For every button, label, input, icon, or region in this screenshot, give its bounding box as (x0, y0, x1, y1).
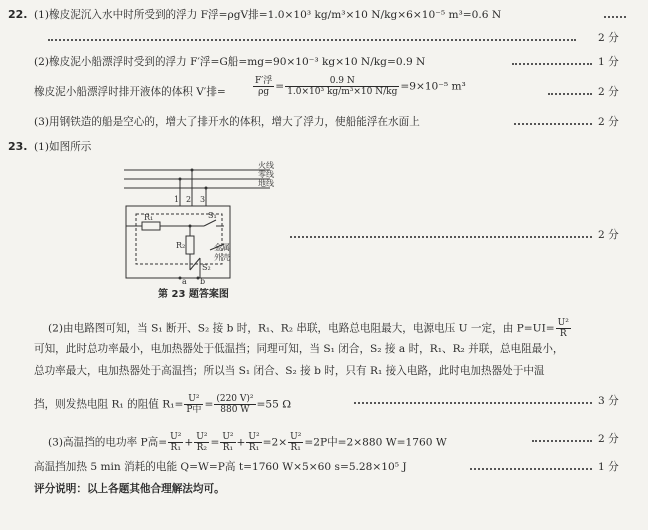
q22-line-3: 橡皮泥小船漂浮时排开液体的体积 V′排= $\frac{\text{F′浮}}{\rho g}$ = $\frac{0.9 N}{\text{1.0×10³ kg/m³×10 N/kg}}$ =9×10⁻⁵ m³ 2 分 (34, 76, 619, 98)
q22-volume-text: 橡皮泥小船漂浮时排开液体的体积 V′排= (34, 86, 226, 98)
label-s1: S₁ (208, 211, 217, 220)
leader-dots (514, 117, 592, 125)
label-live: 火线 (258, 161, 274, 170)
label-case-1: 金属 (214, 243, 230, 252)
label-neutral: 零线 (258, 170, 274, 179)
fraction-numeric: $\frac{0.9 N}{\text{1.0×10³ kg/m³×10 N/kg}}$ (287, 76, 398, 97)
resistor-r1 (142, 222, 160, 230)
label-case-2: 外壳 (214, 253, 230, 262)
score: 2 分 (598, 229, 619, 241)
leader-dots (512, 57, 592, 65)
leader-dots (548, 87, 592, 95)
q22-number: 22. (8, 8, 28, 21)
label-terminal-3: 3 (200, 195, 206, 204)
score: 1 分 (598, 56, 619, 68)
score: 2 分 (598, 86, 619, 98)
leader-dots (532, 434, 592, 442)
score: 3 分 (598, 395, 619, 407)
q23-part3-line: (3)高温挡的电功率 P高= $\frac{\text{U²}}{\text{R₁}}$ + $\frac{\text{U²}}{\text{R₂}}$ = $\frac{\text{U²}}{\text{R₁}}$ + $\frac{\text{U²}}{\text{R₁}}$ =2× $\frac{\text{U²}}{\text{R₁}}$ =2P中=2×880 W=1760 W 2 分 (48, 432, 619, 453)
leader-dots (48, 33, 576, 41)
q23-number: 23. (8, 140, 28, 153)
label-terminal-1: 1 (174, 195, 180, 204)
resistor-r2 (186, 236, 194, 254)
label-b: b (200, 277, 206, 286)
q23-part1-text: (1)如图所示 (34, 141, 92, 153)
leader-dots (604, 10, 626, 18)
score: 2 分 (598, 116, 619, 128)
label-terminal-2: 2 (186, 195, 192, 204)
label-r2: R₂ (176, 241, 186, 250)
q22-part3-text: (3)用钢铁造的船是空心的，增大了排开水的体积，增大了浮力，使船能浮在水面上 (34, 116, 420, 128)
q23-part2-text-a: (2)由电路图可知，当 S₁ 断开、S₂ 接 b 时，R₁、R₂ 串联，电路总电阻最大，电源电压 U 一定，由 P=UI= $\frac{\text{U²}}{R}$ (48, 318, 569, 339)
label-s2: S₂ (202, 263, 211, 272)
q23-part2-line-a (0, 310, 648, 339)
q22-part2-text: (2)橡皮泥小船漂浮时受到的浮力 F′浮=G船=mg=90×10⁻³ kg×10 N/kg=0.9 N (34, 56, 426, 68)
leader-dots (470, 462, 592, 470)
score: 2 分 (598, 433, 619, 445)
fraction-f-over-rhog: $\frac{\text{F′浮}}{\rho g}$ (255, 76, 273, 97)
q23-part2-line-d: 挡，则发热电阻 R₁ 的阻值 R₁= $\frac{\text{U²}}{\text{P中}}$ = $\frac{\text{(220 V)²}}{880 W}$ =55 Ω 3 分 (34, 394, 619, 415)
score: 2 分 (598, 32, 619, 44)
leader-dots (354, 396, 592, 404)
leader-dots (290, 230, 592, 238)
switch-s1 (204, 220, 216, 226)
q22-part1-text: (1)橡皮泥沉入水中时所受到的浮力 F浮=ρgV排=1.0×10³ kg/m³×10 N/kg×6×10⁻⁵ m³=0.6 N (34, 9, 502, 21)
label-ground: 地线 (258, 179, 274, 188)
label-r1: R₁ (144, 213, 154, 222)
circuit-diagram (120, 158, 290, 286)
score: 1 分 (598, 461, 619, 473)
label-a: a (182, 277, 187, 286)
